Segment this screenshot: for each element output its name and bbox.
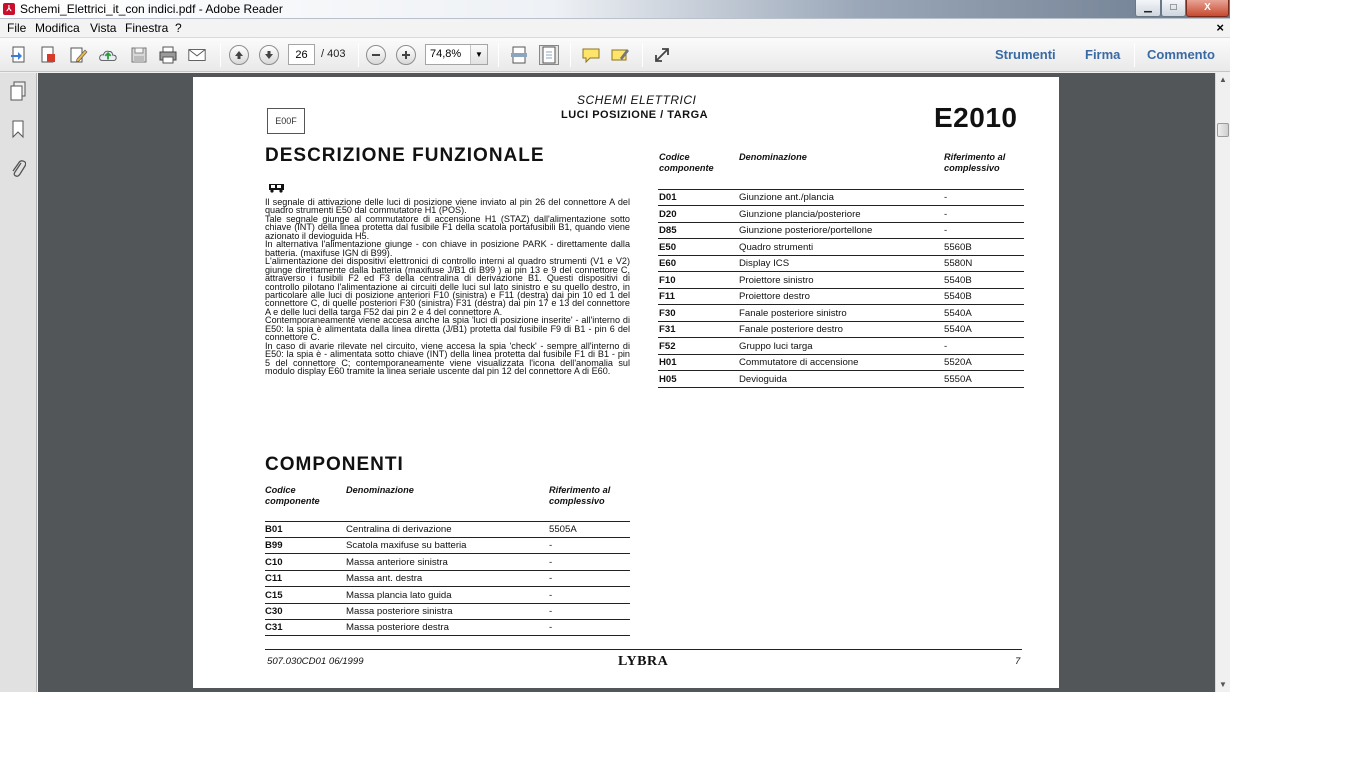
component-code: C11 <box>265 573 283 585</box>
document-viewport[interactable] <box>38 73 1215 692</box>
table-row-rule <box>265 603 630 604</box>
table-row-rule <box>265 570 630 571</box>
component-code: F10 <box>659 274 676 286</box>
footer-doc-number: 507.030CD01 06/1999 <box>267 656 364 667</box>
maximize-button[interactable]: □ <box>1161 0 1186 17</box>
close-button[interactable]: X <box>1186 0 1229 17</box>
component-name: Massa posteriore destra <box>346 622 449 634</box>
component-name: Giunzione plancia/posteriore <box>739 208 861 220</box>
component-ref: 5505A <box>549 524 577 535</box>
fit-page-icon[interactable] <box>539 45 559 65</box>
window-title: Schemi_Elettrici_it_con indici.pdf - Adobe Reader <box>20 2 283 16</box>
table-row-rule <box>265 635 630 636</box>
component-ref: - <box>549 540 553 552</box>
toolbar-separator <box>358 43 359 67</box>
chevron-down-icon[interactable]: ▼ <box>470 45 487 64</box>
component-code: D20 <box>659 208 677 220</box>
description-paragraph: Il segnale di attivazione delle luci di posizione viene inviato al pin 26 del connettore A del quadro strumenti E50 dal commutatore H1 (POS). <box>265 197 630 216</box>
document-code: E2010 <box>934 102 1018 133</box>
highlight-icon[interactable] <box>610 45 630 65</box>
component-ref: 5520A <box>944 357 972 368</box>
component-ref: - <box>549 589 553 601</box>
close-document-icon[interactable]: × <box>1216 20 1224 35</box>
component-ref: - <box>944 340 948 352</box>
document-header-title: SCHEMI ELETTRICI <box>577 93 697 107</box>
tools-pane-link[interactable]: Strumenti <box>995 47 1056 62</box>
comment-pane-link[interactable]: Commento <box>1147 47 1215 62</box>
component-name: Proiettore destro <box>739 291 810 302</box>
table-header-code: Codice componente <box>659 152 714 173</box>
component-ref: 5540B <box>944 274 972 286</box>
component-code: F30 <box>659 307 676 319</box>
toolbar-separator <box>1134 43 1135 67</box>
description-paragraph: Contemporaneamente viene accesa anche la spia 'luci di posizione inserite' - all'interno di E50: la spia è alimentata dalla linea diretta (J/B1) protetta dal fusibile F9 di B1 - pin 6 del connettore C. <box>265 315 630 343</box>
description-body <box>265 198 630 376</box>
navigation-panel <box>0 73 37 692</box>
component-code: C31 <box>265 622 283 634</box>
component-ref: - <box>944 192 948 203</box>
component-ref: 5540A <box>944 307 972 319</box>
zoom-select[interactable] <box>425 44 488 65</box>
vertical-scrollbar[interactable] <box>1215 73 1230 692</box>
email-icon[interactable] <box>187 45 207 65</box>
description-paragraph: L'alimentazione dei dispositivi elettronici di controllo interni al quadro strumenti (V1 e V2) giunge direttamente dalla batteria (maxifuse J/B1 di B99 ) ai pin 13 e 9 del connettore C, attraverso i fusibili F2 ed F3 della centralina di derivazione B1. Questi dispositivi di controllo pilotano l'alimentazione ai circuiti delle luci sul lato sinistro e su quello destro, in particolare alle luci di posizione anteriori F10 (sinistra) e F11 (destra) dai pin 10 ed 1 del connettore C, di quelle posteriori F30 (sinistra) F31 (destra) dai pin 17 e 13 del connettore A e delle luci della targa F52 dai pin 2 e 4 del connettore A. <box>265 256 630 317</box>
footer-page-number: 7 <box>1015 656 1021 667</box>
component-ref: - <box>549 606 553 617</box>
component-code: B99 <box>265 540 283 552</box>
component-code: F11 <box>659 291 676 302</box>
convert-icon[interactable] <box>38 45 58 65</box>
edit-icon[interactable] <box>68 45 88 65</box>
table-header-name: Denominazione <box>739 152 807 162</box>
component-code: D85 <box>659 225 677 236</box>
footer-rule <box>265 649 1022 650</box>
table-row-rule <box>658 304 1024 305</box>
component-ref: - <box>944 208 948 220</box>
zoom-value: 74,8% <box>430 48 462 60</box>
component-name: Proiettore sinistro <box>739 274 814 286</box>
menu-help[interactable]: ? <box>175 21 182 35</box>
table-row-rule <box>658 238 1024 239</box>
acrobat-icon: ⅄ <box>3 3 15 15</box>
component-code: H01 <box>659 357 677 368</box>
component-code: E60 <box>659 258 677 269</box>
menu-file[interactable]: File <box>7 21 27 35</box>
upload-icon[interactable] <box>98 45 118 65</box>
section-title-description: DESCRIZIONE FUNZIONALE <box>265 145 545 166</box>
component-code: F52 <box>659 340 676 352</box>
component-ref: - <box>549 573 553 585</box>
title-bar <box>0 0 1230 19</box>
component-ref: - <box>549 556 553 568</box>
table-row-rule <box>658 337 1024 338</box>
sticky-note-icon[interactable] <box>581 45 601 65</box>
component-code: D01 <box>659 192 677 203</box>
component-name: Display ICS <box>739 258 790 269</box>
table-header-name: Denominazione <box>346 485 414 495</box>
minimize-button[interactable]: ▁ <box>1135 0 1161 17</box>
component-code: C15 <box>265 589 283 601</box>
bookmarks-icon[interactable] <box>7 118 29 140</box>
table-header-rule <box>658 189 1024 190</box>
component-ref: 5540A <box>944 324 972 335</box>
table-row-rule <box>658 205 1024 206</box>
pages-thumbnail-icon[interactable] <box>7 80 29 102</box>
toolbar-separator <box>220 43 221 67</box>
previous-page-button[interactable] <box>229 45 249 65</box>
component-code: C10 <box>265 556 283 568</box>
menu-modifica[interactable]: Modifica <box>35 21 80 35</box>
component-ref: 5550A <box>944 373 972 385</box>
component-name: Massa ant. destra <box>346 573 423 585</box>
toolbar-separator <box>498 43 499 67</box>
car-icon <box>268 180 285 198</box>
footer-brand: LYBRA <box>618 654 669 669</box>
zoom-out-button[interactable] <box>366 45 386 65</box>
component-name: Devioguida <box>739 373 788 385</box>
description-paragraph: In caso di avarie rilevate nel circuito, viene accesa la spia 'check' - sempre all'interno di E50: la spia è - alimentata sotto chiave (INT) della linea protetta dal fusibile F1 di B1 - pin 5 del connettore C; contemporaneamente viene visualizzata l'icona dell'anomalia sul modulo display E60 tramite la linea seriale uscente dal pin 12 del connettore A di E60. <box>265 340 630 377</box>
component-ref: 5560B <box>944 241 972 253</box>
component-name: Commutatore di accensione <box>739 357 859 368</box>
component-name: Centralina di derivazione <box>346 524 452 535</box>
table-header-ref: Riferimento al complessivo <box>549 485 611 506</box>
component-name: Massa plancia lato guida <box>346 589 452 601</box>
table-row-rule <box>265 553 630 554</box>
table-row-rule <box>265 537 630 538</box>
page-total: / 403 <box>321 48 346 60</box>
component-code: E50 <box>659 241 677 253</box>
scroll-thumb[interactable] <box>1217 123 1229 137</box>
document-header-subtitle: LUCI POSIZIONE / TARGA <box>561 109 709 121</box>
table-row-rule <box>658 321 1024 322</box>
toolbar-separator <box>570 43 571 67</box>
next-page-button[interactable] <box>259 45 279 65</box>
menu-finestra[interactable]: Finestra <box>125 21 169 35</box>
table-row-rule <box>265 619 630 620</box>
component-code: H05 <box>659 373 677 385</box>
component-ref: 5540B <box>944 291 972 302</box>
table-row-rule <box>658 387 1024 388</box>
description-paragraph: In alternativa l'alimentazione giunge - con chiave in posizione PARK - direttamente dalla batteria. (maxifuse IGN di B99). <box>265 239 630 258</box>
component-name: Massa anteriore sinistra <box>346 556 448 568</box>
component-ref: - <box>549 622 553 634</box>
toolbar-separator <box>642 43 643 67</box>
create-icon[interactable] <box>9 45 29 65</box>
section-title-components: COMPONENTI <box>265 454 404 475</box>
component-name: Giunzione ant./plancia <box>739 192 834 203</box>
component-code: C30 <box>265 606 283 617</box>
component-name: Giunzione posteriore/portellone <box>739 225 873 236</box>
page-number-input[interactable] <box>288 44 315 65</box>
component-name: Scatola maxifuse su batteria <box>346 540 467 552</box>
scroll-up-icon[interactable]: ▲ <box>1219 75 1227 84</box>
table-header-rule <box>265 521 630 522</box>
menu-bar <box>0 19 1230 38</box>
table-row-rule <box>265 586 630 587</box>
save-icon[interactable] <box>129 45 149 65</box>
component-name: Quadro strumenti <box>739 241 814 253</box>
zoom-in-button[interactable] <box>396 45 416 65</box>
component-code: B01 <box>265 524 283 535</box>
pdf-page <box>193 77 1059 688</box>
component-ref: - <box>944 225 948 236</box>
component-name: Massa posteriore sinistra <box>346 606 453 617</box>
expand-icon[interactable] <box>652 45 672 65</box>
menu-vista[interactable]: Vista <box>90 21 117 35</box>
component-code: F31 <box>659 324 676 335</box>
component-ref: 5580N <box>944 258 973 269</box>
document-logo-box: E00F <box>267 108 305 134</box>
description-paragraph: Tale segnale giunge al commutatore di accensione H1 (STAZ) dall'alimentazione sotto chiave (INT) della linea protetta dal fusibile F1 della scatola portafusibili B1, quando viene azionato il devioguida H5. <box>265 213 630 241</box>
table-row-rule <box>658 354 1024 355</box>
table-row-rule <box>658 222 1024 223</box>
table-header-code: Codice componente <box>265 485 320 506</box>
sign-pane-link[interactable]: Firma <box>1085 47 1121 62</box>
component-name: Fanale posteriore sinistro <box>739 307 847 319</box>
component-name: Gruppo luci targa <box>739 340 813 352</box>
attachments-icon[interactable] <box>7 157 29 179</box>
table-row-rule <box>658 271 1024 272</box>
table-row-rule <box>658 370 1024 371</box>
component-name: Fanale posteriore destro <box>739 324 843 335</box>
fit-width-icon[interactable] <box>509 45 529 65</box>
print-icon[interactable] <box>158 45 178 65</box>
table-row-rule <box>658 288 1024 289</box>
scroll-down-icon[interactable]: ▼ <box>1219 680 1227 689</box>
table-header-ref: Riferimento al complessivo <box>944 152 1006 173</box>
table-row-rule <box>658 255 1024 256</box>
